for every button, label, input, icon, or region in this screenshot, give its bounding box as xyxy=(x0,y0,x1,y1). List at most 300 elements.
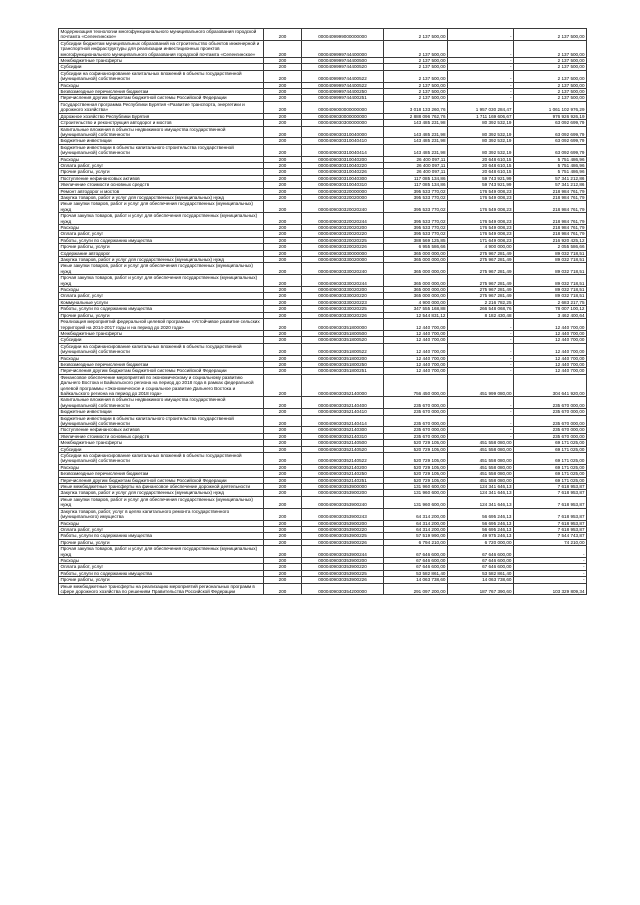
row-unexecuted-amount-cell: 69 171 025,00 xyxy=(514,464,587,470)
row-name-cell: Расходы xyxy=(59,355,264,361)
row-budget-code-cell: 0000409030351800250 xyxy=(302,361,384,367)
row-executed-amount-cell: - xyxy=(448,330,514,336)
row-name-cell: Прочие работы, услуги xyxy=(59,169,264,175)
table-row xyxy=(59,415,587,427)
row-unexecuted-amount-cell: 235 670 000,00 xyxy=(514,427,587,433)
row-name-cell: Перечисления другим бюджетам бюджетной системы Российской Федерации xyxy=(59,477,264,483)
row-line-code-cell: 200 xyxy=(264,299,302,305)
row-line-code-cell: 200 xyxy=(264,263,302,275)
row-unexecuted-amount-cell: 2 137 500,00 xyxy=(514,70,587,82)
row-approved-amount-cell: 3 018 133 260,76 xyxy=(384,101,448,113)
row-approved-amount-cell: 2 888 096 762,76 xyxy=(384,113,448,119)
row-budget-code-cell: 0000409999744400251 xyxy=(302,95,384,101)
row-budget-code-cell: 0000409030353900220 xyxy=(302,526,384,532)
row-unexecuted-amount-cell: - xyxy=(514,570,587,576)
row-budget-code-cell: 0000409030352140410 xyxy=(302,409,384,415)
row-budget-code-cell: 0000409030352140400 xyxy=(302,397,384,409)
row-line-code-cell: 200 xyxy=(264,508,302,520)
row-approved-amount-cell: 143 485 231,98 xyxy=(384,126,448,138)
table-row xyxy=(59,496,587,508)
row-name-cell: Работы, услуги по содержанию имущества xyxy=(59,533,264,539)
row-executed-amount-cell: 20 648 610,15 xyxy=(448,162,514,168)
row-approved-amount-cell: 520 729 105,00 xyxy=(384,471,448,477)
table-row xyxy=(59,144,587,156)
row-unexecuted-amount-cell: 2 137 500,00 xyxy=(514,64,587,70)
row-executed-amount-cell: - xyxy=(448,368,514,374)
row-approved-amount-cell: 388 569 125,85 xyxy=(384,237,448,243)
row-name-cell: Прочая закупка товаров, работ и услуг для обеспечения государственных (муниципальных) нужд xyxy=(59,213,264,225)
row-approved-amount-cell: 2 137 500,00 xyxy=(384,40,448,57)
row-executed-amount-cell: 67 646 600,00 xyxy=(448,557,514,563)
row-line-code-cell: 200 xyxy=(264,95,302,101)
row-budget-code-cell: 0000409030320020226 xyxy=(302,244,384,250)
row-approved-amount-cell: 26 400 097,11 xyxy=(384,156,448,162)
row-budget-code-cell: 0000409030300000000 xyxy=(302,120,384,126)
row-budget-code-cell: 0000409030320020200 xyxy=(302,225,384,231)
row-approved-amount-cell: 12 440 700,00 xyxy=(384,343,448,355)
row-line-code-cell: 200 xyxy=(264,89,302,95)
row-line-code-cell: 200 xyxy=(264,539,302,545)
row-unexecuted-amount-cell: 63 092 699,79 xyxy=(514,144,587,156)
row-line-code-cell: 200 xyxy=(264,533,302,539)
table-row xyxy=(59,194,587,200)
row-unexecuted-amount-cell: 304 641 920,00 xyxy=(514,374,587,397)
row-name-cell: Иные межбюджетные трансферты на финансовое обеспечение дорожной деятельности xyxy=(59,484,264,490)
row-executed-amount-cell: 275 967 281,49 xyxy=(448,257,514,263)
row-approved-amount-cell: 395 533 770,02 xyxy=(384,213,448,225)
row-name-cell: Бюджетные инвестиции xyxy=(59,138,264,144)
row-approved-amount-cell: 67 646 600,00 xyxy=(384,546,448,558)
row-executed-amount-cell: - xyxy=(448,361,514,367)
row-approved-amount-cell: 2 137 500,00 xyxy=(384,89,448,95)
row-name-cell: Иные закупки товаров, работ и услуг для обеспечения государственных (муниципальных) нужд xyxy=(59,496,264,508)
row-budget-code-cell: 0000409030352140310 xyxy=(302,433,384,439)
table-row xyxy=(59,40,587,57)
row-executed-amount-cell: 56 695 246,13 xyxy=(448,526,514,532)
row-approved-amount-cell: 347 555 168,88 xyxy=(384,306,448,312)
row-line-code-cell: 200 xyxy=(264,397,302,409)
row-executed-amount-cell: 187 767 390,60 xyxy=(448,583,514,595)
row-approved-amount-cell: 235 670 000,00 xyxy=(384,397,448,409)
row-unexecuted-amount-cell: 12 440 700,00 xyxy=(514,368,587,374)
table-row xyxy=(59,213,587,225)
row-line-code-cell: 200 xyxy=(264,188,302,194)
row-name-cell: Расходы xyxy=(59,82,264,88)
row-name-cell: Бюджетные инвестиции в объекты капитального строительства государственной (муниципальной) собственности xyxy=(59,415,264,427)
row-executed-amount-cell: 56 695 246,13 xyxy=(448,508,514,520)
row-name-cell: Увеличение стоимости основных средств xyxy=(59,182,264,188)
table-row xyxy=(59,583,587,595)
row-name-cell: Расходы xyxy=(59,287,264,293)
row-executed-amount-cell: 176 549 008,23 xyxy=(448,231,514,237)
row-line-code-cell: 200 xyxy=(264,201,302,213)
row-name-cell: Расходы xyxy=(59,464,264,470)
row-name-cell: Безвозмездные перечисления бюджетам xyxy=(59,471,264,477)
row-budget-code-cell: 0000409030353900200 xyxy=(302,490,384,496)
row-budget-code-cell: 0000409030353900225 xyxy=(302,533,384,539)
row-name-cell: Капитальные вложения в объекты недвижимого имущества государственной (муниципальной) собственности xyxy=(59,397,264,409)
table-row xyxy=(59,319,587,331)
row-executed-amount-cell: 20 648 610,15 xyxy=(448,156,514,162)
row-executed-amount-cell: 451 999 080,00 xyxy=(448,374,514,397)
row-budget-code-cell: 0000409030330020223 xyxy=(302,299,384,305)
row-budget-code-cell: 0000409030310040410 xyxy=(302,138,384,144)
row-line-code-cell: 200 xyxy=(264,570,302,576)
row-executed-amount-cell: 1 957 030 284,47 xyxy=(448,101,514,113)
row-line-code-cell: 200 xyxy=(264,82,302,88)
row-name-cell: Расходы xyxy=(59,225,264,231)
table-row xyxy=(59,490,587,496)
row-line-code-cell: 200 xyxy=(264,577,302,583)
row-approved-amount-cell: 365 000 000,00 xyxy=(384,263,448,275)
row-budget-code-cell: 0000409000000000000 xyxy=(302,101,384,113)
row-budget-code-cell: 0000409030352140251 xyxy=(302,477,384,483)
row-budget-code-cell: 0000409030330020225 xyxy=(302,306,384,312)
row-approved-amount-cell: 143 485 231,98 xyxy=(384,138,448,144)
row-budget-code-cell: 0000409030352140522 xyxy=(302,453,384,465)
row-executed-amount-cell: 80 392 532,19 xyxy=(448,138,514,144)
row-unexecuted-amount-cell: 7 618 953,87 xyxy=(514,484,587,490)
row-budget-code-cell: 0000409030353900240 xyxy=(302,496,384,508)
row-name-cell: Иные закупки товаров, работ и услуг для обеспечения государственных (муниципальных) нужд xyxy=(59,263,264,275)
row-unexecuted-amount-cell: 57 341 212,86 xyxy=(514,175,587,181)
row-executed-amount-cell: - xyxy=(448,29,514,41)
row-approved-amount-cell: 64 314 200,00 xyxy=(384,526,448,532)
row-line-code-cell: 200 xyxy=(264,120,302,126)
row-approved-amount-cell: 2 137 500,00 xyxy=(384,58,448,64)
table-row xyxy=(59,237,587,243)
table-row xyxy=(59,453,587,465)
row-name-cell: Бюджетные инвестиции в объекты капитального строительства государственной (муниципальной) собственности xyxy=(59,144,264,156)
row-name-cell: Оплата работ, услуг xyxy=(59,162,264,168)
row-unexecuted-amount-cell: 976 926 926,19 xyxy=(514,113,587,119)
row-name-cell: Строительство и реконструкция автодорог и мостов xyxy=(59,120,264,126)
row-budget-code-cell: 0000409030351800500 xyxy=(302,330,384,336)
row-line-code-cell: 200 xyxy=(264,409,302,415)
row-approved-amount-cell: 291 097 200,00 xyxy=(384,583,448,595)
row-budget-code-cell: 0000409030353900000 xyxy=(302,484,384,490)
row-line-code-cell: 200 xyxy=(264,446,302,452)
row-budget-code-cell: 0000409030000000000 xyxy=(302,113,384,119)
row-budget-code-cell: 0000409030330020240 xyxy=(302,263,384,275)
row-approved-amount-cell: 365 000 000,00 xyxy=(384,250,448,256)
row-name-cell: Работы, услуги по содержанию имущества xyxy=(59,237,264,243)
row-line-code-cell: 200 xyxy=(264,250,302,256)
row-name-cell: Поступление нефинансовых активов xyxy=(59,175,264,181)
row-name-cell: Расходы xyxy=(59,520,264,526)
row-budget-code-cell: 0000409030310040300 xyxy=(302,175,384,181)
row-unexecuted-amount-cell: 2 137 500,00 xyxy=(514,58,587,64)
row-budget-code-cell: 0000409030330020200 xyxy=(302,287,384,293)
row-executed-amount-cell: 67 646 600,00 xyxy=(448,546,514,558)
row-budget-code-cell: 0000409999744400520 xyxy=(302,64,384,70)
row-executed-amount-cell: 275 967 281,49 xyxy=(448,263,514,275)
row-line-code-cell: 200 xyxy=(264,40,302,57)
row-name-cell: Прочие работы, услуги xyxy=(59,244,264,250)
row-name-cell: Оплата работ, услуг xyxy=(59,293,264,299)
row-line-code-cell: 200 xyxy=(264,182,302,188)
row-line-code-cell: 200 xyxy=(264,138,302,144)
row-executed-amount-cell: 451 558 080,00 xyxy=(448,464,514,470)
row-approved-amount-cell: 4 900 000,00 xyxy=(384,299,448,305)
row-executed-amount-cell: 176 549 008,23 xyxy=(448,213,514,225)
row-name-cell: Оплата работ, услуг xyxy=(59,564,264,570)
row-line-code-cell: 200 xyxy=(264,312,302,318)
row-executed-amount-cell: 275 967 281,49 xyxy=(448,250,514,256)
row-approved-amount-cell: 12 440 700,00 xyxy=(384,319,448,331)
row-approved-amount-cell: 520 729 105,00 xyxy=(384,440,448,446)
row-unexecuted-amount-cell: 57 341 212,86 xyxy=(514,182,587,188)
row-budget-code-cell: 0000409030353900200 xyxy=(302,557,384,563)
row-name-cell: Модернизация технологии многофункционального муниципального образования городской почтамта «Селенгинское» xyxy=(59,29,264,41)
row-unexecuted-amount-cell: - xyxy=(514,564,587,570)
row-line-code-cell: 200 xyxy=(264,374,302,397)
row-approved-amount-cell: 395 533 770,02 xyxy=(384,188,448,194)
row-line-code-cell: 200 xyxy=(264,343,302,355)
row-name-cell: Субсидии xyxy=(59,446,264,452)
row-approved-amount-cell: 395 533 770,02 xyxy=(384,201,448,213)
row-executed-amount-cell: 14 063 738,60 xyxy=(448,577,514,583)
row-line-code-cell: 200 xyxy=(264,490,302,496)
row-budget-code-cell: 0000409030353900225 xyxy=(302,570,384,576)
row-executed-amount-cell: - xyxy=(448,70,514,82)
row-unexecuted-amount-cell: 89 032 718,51 xyxy=(514,275,587,287)
row-unexecuted-amount-cell: 218 984 761,79 xyxy=(514,213,587,225)
row-approved-amount-cell: 6 794 210,00 xyxy=(384,539,448,545)
row-line-code-cell: 200 xyxy=(264,275,302,287)
row-executed-amount-cell: 67 646 600,00 xyxy=(448,564,514,570)
row-budget-code-cell: 0000409030352140500 xyxy=(302,440,384,446)
row-approved-amount-cell: 235 670 000,00 xyxy=(384,415,448,427)
row-unexecuted-amount-cell: 5 751 486,96 xyxy=(514,162,587,168)
table-row xyxy=(59,257,587,263)
row-executed-amount-cell: - xyxy=(448,343,514,355)
row-approved-amount-cell: 131 960 600,00 xyxy=(384,496,448,508)
row-unexecuted-amount-cell: - xyxy=(514,577,587,583)
row-unexecuted-amount-cell: 2 683 217,75 xyxy=(514,299,587,305)
table-row xyxy=(59,471,587,477)
row-unexecuted-amount-cell: 74 210,00 xyxy=(514,539,587,545)
row-line-code-cell: 200 xyxy=(264,496,302,508)
row-executed-amount-cell: 171 649 008,23 xyxy=(448,237,514,243)
row-executed-amount-cell: - xyxy=(448,319,514,331)
row-unexecuted-amount-cell: 216 920 425,12 xyxy=(514,237,587,243)
row-budget-code-cell: 0000409030353900244 xyxy=(302,546,384,558)
table-row xyxy=(59,508,587,520)
row-executed-amount-cell: - xyxy=(448,433,514,439)
row-line-code-cell: 200 xyxy=(264,484,302,490)
row-budget-code-cell: 0000409030354200000 xyxy=(302,583,384,595)
row-name-cell: Ремонт автодорог и мостов xyxy=(59,188,264,194)
row-approved-amount-cell: 395 533 770,02 xyxy=(384,225,448,231)
row-name-cell: Оплата работ, услуг xyxy=(59,231,264,237)
row-unexecuted-amount-cell: 89 032 718,51 xyxy=(514,257,587,263)
row-approved-amount-cell: 2 137 500,00 xyxy=(384,70,448,82)
table-row xyxy=(59,29,587,41)
row-name-cell: Субсидии xyxy=(59,337,264,343)
row-line-code-cell: 200 xyxy=(264,156,302,162)
row-name-cell: Коммунальные услуги xyxy=(59,299,264,305)
row-unexecuted-amount-cell: 63 092 699,79 xyxy=(514,120,587,126)
row-budget-code-cell: 0000409030310040310 xyxy=(302,182,384,188)
row-budget-code-cell: 0000409999744400522 xyxy=(302,82,384,88)
row-line-code-cell: 200 xyxy=(264,330,302,336)
row-executed-amount-cell: 53 582 861,40 xyxy=(448,570,514,576)
row-unexecuted-amount-cell: 63 092 699,79 xyxy=(514,126,587,138)
row-unexecuted-amount-cell: 12 440 700,00 xyxy=(514,343,587,355)
row-executed-amount-cell: 176 549 008,23 xyxy=(448,201,514,213)
row-executed-amount-cell: - xyxy=(448,58,514,64)
row-line-code-cell: 200 xyxy=(264,361,302,367)
row-executed-amount-cell: 49 975 246,13 xyxy=(448,533,514,539)
row-approved-amount-cell: 2 137 500,00 xyxy=(384,95,448,101)
budget-report-sheet xyxy=(58,28,586,595)
row-name-cell: Увеличение стоимости основных средств xyxy=(59,433,264,439)
row-unexecuted-amount-cell: 69 171 025,00 xyxy=(514,440,587,446)
row-executed-amount-cell: 176 549 008,23 xyxy=(448,194,514,200)
row-name-cell: Прочие работы, услуги xyxy=(59,577,264,583)
row-approved-amount-cell: 2 137 500,00 xyxy=(384,29,448,41)
row-name-cell: Перечисления другим бюджетам бюджетной системы Российской Федерации xyxy=(59,368,264,374)
row-approved-amount-cell: 365 000 000,00 xyxy=(384,257,448,263)
row-name-cell: Расходы xyxy=(59,557,264,563)
row-executed-amount-cell: 176 549 008,23 xyxy=(448,225,514,231)
row-budget-code-cell: 0000409030351800000 xyxy=(302,319,384,331)
row-approved-amount-cell: 67 646 600,00 xyxy=(384,564,448,570)
row-name-cell: Оплата работ, услуг xyxy=(59,526,264,532)
row-budget-code-cell: 0000409030353900243 xyxy=(302,508,384,520)
row-line-code-cell: 200 xyxy=(264,113,302,119)
row-unexecuted-amount-cell: 89 032 718,51 xyxy=(514,293,587,299)
row-budget-code-cell: 0000409030330020000 xyxy=(302,257,384,263)
row-name-cell: Межбюджетные трансферты xyxy=(59,330,264,336)
row-unexecuted-amount-cell: 12 440 700,00 xyxy=(514,355,587,361)
row-line-code-cell: 200 xyxy=(264,293,302,299)
row-executed-amount-cell: 59 743 921,99 xyxy=(448,175,514,181)
row-unexecuted-amount-cell: 78 007 100,12 xyxy=(514,306,587,312)
row-line-code-cell: 200 xyxy=(264,213,302,225)
row-name-cell: Субсидии бюджетам муниципальных образований на строительство объектов инженерной и транспортной инфраструктуры для реализации инвестиционных проектов многофункционального муниципального образования городской почтамта «Селенгинское» xyxy=(59,40,264,57)
row-unexecuted-amount-cell: 2 137 500,00 xyxy=(514,29,587,41)
row-budget-code-cell: 0000409030310040414 xyxy=(302,144,384,156)
row-line-code-cell: 200 xyxy=(264,453,302,465)
row-executed-amount-cell: 124 341 646,13 xyxy=(448,490,514,496)
table-row xyxy=(59,533,587,539)
row-approved-amount-cell: 365 000 000,00 xyxy=(384,275,448,287)
row-approved-amount-cell: 520 729 105,00 xyxy=(384,446,448,452)
row-name-cell: Прочая закупка товаров, работ и услуг для обеспечения государственных (муниципальных) нужд xyxy=(59,275,264,287)
row-unexecuted-amount-cell: 2 137 500,00 xyxy=(514,82,587,88)
row-approved-amount-cell: 6 955 586,66 xyxy=(384,244,448,250)
row-approved-amount-cell: 12 440 700,00 xyxy=(384,361,448,367)
row-unexecuted-amount-cell: 7 618 953,87 xyxy=(514,520,587,526)
row-approved-amount-cell: 756 450 000,00 xyxy=(384,374,448,397)
row-unexecuted-amount-cell: 2 137 500,00 xyxy=(514,40,587,57)
row-executed-amount-cell: 8 182 430,48 xyxy=(448,312,514,318)
row-executed-amount-cell: - xyxy=(448,427,514,433)
row-approved-amount-cell: 235 670 000,00 xyxy=(384,433,448,439)
row-line-code-cell: 200 xyxy=(264,126,302,138)
row-unexecuted-amount-cell: 69 171 025,00 xyxy=(514,471,587,477)
row-executed-amount-cell: 451 558 080,00 xyxy=(448,453,514,465)
row-approved-amount-cell: 12 440 700,00 xyxy=(384,368,448,374)
row-line-code-cell: 200 xyxy=(264,477,302,483)
row-name-cell: Прочие работы, услуги xyxy=(59,539,264,545)
row-budget-code-cell: 0000409030352140200 xyxy=(302,464,384,470)
row-name-cell: Субсидии на софинансирование капитальных вложений в объекты государственной (муниципальной) собственности xyxy=(59,70,264,82)
row-line-code-cell: 200 xyxy=(264,244,302,250)
table-row xyxy=(59,484,587,490)
row-executed-amount-cell: - xyxy=(448,82,514,88)
row-executed-amount-cell: - xyxy=(448,337,514,343)
row-name-cell: Иные межбюджетные трансферты на реализацию мероприятий региональных программ в сфере дорожного хозяйства по решениям Правительства Российской Федерации xyxy=(59,583,264,595)
table-row xyxy=(59,263,587,275)
row-name-cell: Бюджетные инвестиции xyxy=(59,409,264,415)
row-unexecuted-amount-cell: 63 092 699,79 xyxy=(514,138,587,144)
row-name-cell: Закупка товаров, работ и услуг для государственных (муниципальных) нужд xyxy=(59,490,264,496)
row-line-code-cell: 200 xyxy=(264,257,302,263)
row-executed-amount-cell: 1 711 169 606,67 xyxy=(448,113,514,119)
row-executed-amount-cell: - xyxy=(448,40,514,57)
row-unexecuted-amount-cell: 3 462 400,64 xyxy=(514,312,587,318)
row-approved-amount-cell: 235 670 000,00 xyxy=(384,427,448,433)
row-name-cell: Безвозмездные перечисления бюджетам xyxy=(59,89,264,95)
row-name-cell: Субсидии на софинансирование капитальных вложений в объекты государственной (муниципальной) собственности xyxy=(59,343,264,355)
row-unexecuted-amount-cell: 69 171 025,00 xyxy=(514,453,587,465)
row-line-code-cell: 200 xyxy=(264,440,302,446)
row-line-code-cell: 200 xyxy=(264,546,302,558)
row-approved-amount-cell: 117 085 134,86 xyxy=(384,182,448,188)
table-row xyxy=(59,70,587,82)
table-row xyxy=(59,570,587,576)
row-approved-amount-cell: 143 485 231,98 xyxy=(384,144,448,156)
row-approved-amount-cell: 12 544 831,12 xyxy=(384,312,448,318)
row-line-code-cell: 200 xyxy=(264,237,302,243)
row-name-cell: Межбюджетные трансферты xyxy=(59,440,264,446)
row-name-cell: Закупка товаров, работ, услуг в целях капитального ремонта государственного (муниципального) имущества xyxy=(59,508,264,520)
row-approved-amount-cell: 2 137 500,00 xyxy=(384,82,448,88)
row-unexecuted-amount-cell: - xyxy=(514,546,587,558)
row-line-code-cell: 200 xyxy=(264,355,302,361)
row-line-code-cell: 200 xyxy=(264,29,302,41)
row-approved-amount-cell: 520 729 105,00 xyxy=(384,464,448,470)
row-unexecuted-amount-cell: 7 618 953,87 xyxy=(514,496,587,508)
row-unexecuted-amount-cell: 89 032 718,51 xyxy=(514,250,587,256)
row-name-cell: Перечисления другим бюджетам бюджетной системы Российской Федерации xyxy=(59,95,264,101)
row-approved-amount-cell: 67 646 600,00 xyxy=(384,557,448,563)
row-unexecuted-amount-cell: 1 061 102 976,29 xyxy=(514,101,587,113)
row-name-cell: Расходы xyxy=(59,156,264,162)
row-budget-code-cell: 0000409030320020225 xyxy=(302,237,384,243)
expenditure-table-body xyxy=(59,29,587,595)
table-row xyxy=(59,126,587,138)
row-unexecuted-amount-cell: 12 440 700,00 xyxy=(514,361,587,367)
row-line-code-cell: 200 xyxy=(264,231,302,237)
row-executed-amount-cell: 275 967 281,49 xyxy=(448,275,514,287)
row-approved-amount-cell: 143 485 231,98 xyxy=(384,120,448,126)
row-executed-amount-cell: 451 558 080,00 xyxy=(448,440,514,446)
row-budget-code-cell: 0000409999744400522 xyxy=(302,70,384,82)
row-budget-code-cell: 0000409030351800520 xyxy=(302,337,384,343)
table-row xyxy=(59,175,587,181)
row-executed-amount-cell: 275 967 281,49 xyxy=(448,293,514,299)
row-name-cell: Реализация мероприятий федеральной целевой программы «Устойчивое развитие сельских территорий на 2014-2017 годы и на период до 2020 года» xyxy=(59,319,264,331)
row-unexecuted-amount-cell: 235 670 000,00 xyxy=(514,397,587,409)
row-budget-code-cell: 0000409999744400250 xyxy=(302,89,384,95)
row-budget-code-cell: 0000409030330020220 xyxy=(302,293,384,299)
row-name-cell: Работы, услуги по содержанию имущества xyxy=(59,570,264,576)
row-approved-amount-cell: 131 960 600,00 xyxy=(384,490,448,496)
